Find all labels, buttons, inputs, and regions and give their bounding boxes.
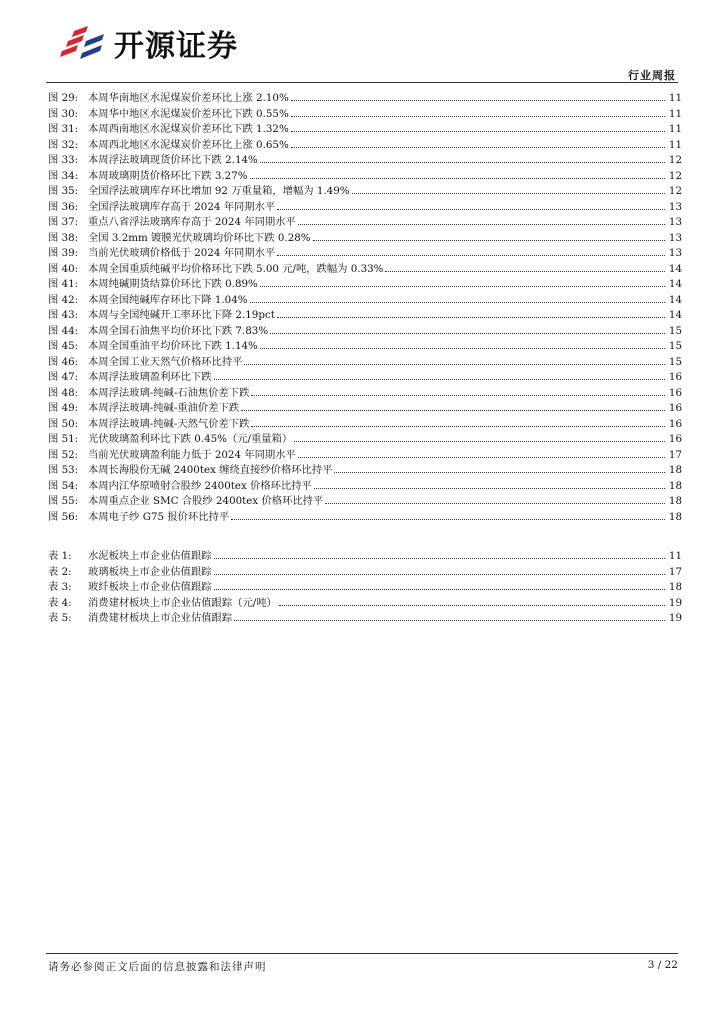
dot-leader — [214, 589, 665, 590]
figure-entry[interactable] — [48, 430, 682, 446]
table-entry-number: 表 5: — [48, 612, 72, 624]
figure-entry[interactable] — [48, 260, 682, 276]
table-entry-page: 19 — [668, 612, 682, 624]
figure-entry-page: 12 — [668, 154, 682, 166]
figure-entry-title[interactable]: 本周重点企业 SMC 合股纱 2400tex 价格环比持平 — [88, 495, 324, 507]
figure-entry-number: 图 50: — [48, 417, 79, 430]
dot-leader — [251, 395, 665, 396]
figure-entry-title[interactable]: 本周西北地区水泥煤炭价差环比上涨 0.65% — [88, 138, 289, 151]
figure-entry-title[interactable]: 本周电子纱 G75 报价环比持平 — [88, 510, 230, 523]
figure-entry[interactable] — [48, 399, 682, 415]
brand-logo — [58, 20, 238, 66]
table-entry-page: 17 — [668, 565, 682, 578]
table-entry[interactable] — [48, 563, 682, 579]
figure-entry[interactable] — [48, 415, 682, 431]
figure-entry[interactable] — [48, 384, 682, 400]
figure-entry-page: 11 — [668, 107, 682, 120]
figure-entry-title[interactable]: 本周浮法玻璃-纯碱-天然气价差下跌 — [88, 417, 250, 430]
dot-leader — [260, 286, 665, 287]
figure-entry-number: 图 48: — [48, 386, 79, 399]
figure-entry-page: 14 — [668, 293, 682, 306]
figure-entry-number: 图 52: — [48, 448, 79, 461]
table-entry[interactable] — [48, 578, 682, 594]
figure-entry-page: 13 — [668, 247, 682, 259]
brand-name: 开源证券 — [114, 29, 238, 64]
dot-leader — [214, 574, 665, 575]
figure-entry[interactable] — [48, 105, 682, 121]
table-entry-title[interactable]: 玻纤板块上市企业估值跟踪 — [88, 581, 212, 593]
figure-entry[interactable] — [48, 182, 682, 198]
figure-entry-number: 图 53: — [48, 464, 79, 476]
table-entry-title[interactable]: 消费建材板块上市企业估值跟踪（元/吨） — [88, 596, 277, 609]
figure-entry-title[interactable]: 本周全国重质纯碱平均价格环比下跌 5.00 元/吨，跌幅为 0.33% — [88, 262, 384, 275]
figure-entry-page: 13 — [668, 216, 682, 228]
table-entry-page: 11 — [668, 550, 682, 562]
figure-entry[interactable] — [48, 492, 682, 508]
figure-entry-title[interactable]: 本周纯碱期货结算价环比下跌 0.89% — [88, 278, 258, 290]
figure-entry[interactable] — [48, 508, 682, 524]
header-divider — [46, 82, 678, 83]
figure-entry[interactable] — [48, 213, 682, 229]
figure-entry-page: 16 — [668, 386, 682, 399]
figure-entry-page: 16 — [668, 417, 682, 430]
figure-entry[interactable] — [48, 306, 682, 322]
figure-entry-title[interactable]: 当前光伏玻璃盈利能力低于 2024 年同期水平 — [88, 448, 296, 461]
figure-entry-number: 图 31: — [48, 123, 79, 135]
dot-leader — [291, 100, 665, 101]
figure-entry-number: 图 34: — [48, 169, 79, 182]
figure-entry-title[interactable]: 本周全国重油平均价环比下跌 1.14% — [88, 340, 258, 352]
figure-entry-title[interactable]: 本周全国纯碱库存环比下降 1.04% — [88, 293, 248, 306]
figure-entry-title[interactable]: 本周内江华原喷射合股纱 2400tex 价格环比持平 — [88, 479, 312, 492]
table-entry-number: 表 1: — [48, 550, 72, 562]
dot-leader — [241, 410, 665, 411]
footer-divider — [46, 953, 678, 954]
dot-leader — [298, 457, 665, 458]
figure-entry[interactable] — [48, 198, 682, 214]
figure-entry-number: 图 35: — [48, 185, 79, 197]
figure-entry-page: 11 — [668, 123, 682, 135]
dot-leader — [352, 193, 665, 194]
figure-entry-title[interactable]: 全国 3.2mm 镀膜光伏玻璃均价环比下跌 0.28% — [88, 231, 311, 244]
dot-leader — [291, 131, 665, 132]
dot-leader — [270, 333, 665, 334]
figure-entry-page: 11 — [668, 92, 682, 104]
dot-leader — [260, 348, 665, 349]
figure-entry-page: 13 — [668, 231, 682, 244]
figure-entry-title[interactable]: 本周玻璃期货价格环比下跌 3.27% — [88, 169, 248, 182]
figure-entry-page: 15 — [668, 324, 682, 337]
figure-entry-page: 14 — [668, 278, 682, 290]
figure-entry[interactable] — [48, 151, 682, 167]
figure-entry[interactable] — [48, 446, 682, 462]
table-entry-number: 表 3: — [48, 581, 72, 593]
figure-entry-page: 18 — [668, 479, 682, 492]
figure-entry-number: 图 39: — [48, 247, 79, 259]
table-entry-page: 18 — [668, 581, 682, 593]
figure-entry-number: 图 30: — [48, 107, 79, 120]
figure-entry-number: 图 29: — [48, 92, 79, 104]
dot-leader — [279, 605, 665, 606]
figure-entry-page: 18 — [668, 495, 682, 507]
table-entry-number: 表 2: — [48, 565, 72, 578]
figure-entry-number: 图 38: — [48, 231, 79, 244]
figure-entry-title[interactable]: 全国浮法玻璃库存高于 2024 年同期水平 — [88, 200, 276, 213]
figure-entry-title[interactable]: 本周全国工业天然气价格环比持平 — [88, 355, 243, 368]
table-entry[interactable] — [48, 609, 682, 625]
dot-leader — [385, 271, 665, 272]
dot-leader — [294, 441, 665, 442]
figure-entry-number: 图 51: — [48, 433, 79, 445]
figure-entry-page: 12 — [668, 185, 682, 197]
figure-entry-page: 16 — [668, 371, 682, 383]
figure-entry-number: 图 45: — [48, 340, 79, 352]
dot-leader — [250, 178, 665, 179]
dot-leader — [313, 240, 665, 241]
dot-leader — [214, 379, 665, 380]
dot-leader — [277, 209, 665, 210]
dot-leader — [231, 519, 665, 520]
dot-leader — [214, 558, 665, 559]
dot-leader — [260, 162, 665, 163]
dot-leader — [251, 426, 665, 427]
figure-entry-number: 图 46: — [48, 355, 79, 368]
figure-entry-title[interactable]: 本周长海股份无碱 2400tex 缠绕直接纱价格环比持平 — [88, 464, 333, 476]
figure-entry-title[interactable]: 本周西南地区水泥煤炭价差环比下跌 1.32% — [88, 123, 289, 135]
figure-entry[interactable] — [48, 353, 682, 369]
figure-entry[interactable] — [48, 477, 682, 493]
figure-entry-number: 图 55: — [48, 495, 79, 507]
figure-entry-page: 11 — [668, 138, 682, 151]
table-entry-title[interactable]: 玻璃板块上市企业估值跟踪 — [88, 565, 212, 578]
table-list — [48, 547, 682, 625]
figure-entry-title[interactable]: 重点八省浮法玻璃库存高于 2024 年同期水平 — [88, 216, 296, 228]
table-entry-page: 19 — [668, 596, 682, 609]
figure-entry-number: 图 32: — [48, 138, 79, 151]
figure-entry-page: 17 — [668, 448, 682, 461]
figure-entry[interactable] — [48, 244, 682, 260]
dot-leader — [234, 620, 665, 621]
figure-list — [48, 89, 682, 523]
dot-leader — [298, 224, 665, 225]
figure-entry-number: 图 41: — [48, 278, 79, 290]
figure-entry-number: 图 37: — [48, 216, 79, 228]
figure-entry-page: 15 — [668, 355, 682, 368]
table-entry[interactable] — [48, 547, 682, 563]
report-type: 行业周报 — [628, 69, 676, 82]
figure-entry[interactable] — [48, 120, 682, 136]
figure-entry[interactable] — [48, 136, 682, 152]
figure-entry-page: 15 — [668, 340, 682, 352]
dot-leader — [334, 472, 665, 473]
figure-entry-title[interactable]: 本周浮法玻璃盈利环比下跌 — [88, 371, 212, 383]
figure-entry-number: 图 44: — [48, 324, 79, 337]
figure-entry-number: 图 43: — [48, 309, 79, 321]
figure-entry-title[interactable]: 本周浮法玻璃-纯碱-石油焦价差下跌 — [88, 386, 250, 399]
figure-entry-title[interactable]: 当前光伏玻璃价格低于 2024 年同期水平 — [88, 247, 276, 259]
figure-entry-page: 16 — [668, 433, 682, 445]
figure-entry-number: 图 49: — [48, 402, 79, 414]
dot-leader — [291, 116, 665, 117]
figure-entry-page: 12 — [668, 169, 682, 182]
dot-leader — [250, 302, 665, 303]
dot-leader — [291, 147, 665, 148]
figure-entry[interactable] — [48, 337, 682, 353]
table-entry[interactable] — [48, 594, 682, 610]
dot-leader — [244, 364, 665, 365]
figure-entry-number: 图 47: — [48, 371, 79, 383]
table-entry-number: 表 4: — [48, 596, 72, 609]
table-entry-title[interactable]: 水泥板块上市企业估值跟踪 — [88, 550, 212, 562]
figure-entry-number: 图 33: — [48, 154, 79, 166]
figure-entry-page: 16 — [668, 402, 682, 414]
figure-entry-title[interactable]: 全国浮法玻璃库存环比增加 92 万重量箱，增幅为 1.49% — [88, 185, 350, 197]
figure-entry-number: 图 40: — [48, 262, 79, 275]
table-entry-title[interactable]: 消费建材板块上市企业估值跟踪 — [88, 612, 233, 624]
figure-entry[interactable] — [48, 167, 682, 183]
figure-entry[interactable] — [48, 291, 682, 307]
figure-entry[interactable] — [48, 275, 682, 291]
figure-entry-title[interactable]: 本周华中地区水泥煤炭价差环比下跌 0.55% — [88, 107, 289, 120]
figure-entry[interactable] — [48, 322, 682, 338]
figure-entry-number: 图 42: — [48, 293, 79, 306]
figure-entry[interactable] — [48, 368, 682, 384]
dot-leader — [314, 488, 665, 489]
figure-entry-number: 图 56: — [48, 510, 79, 523]
figure-entry-title[interactable]: 本周华南地区水泥煤炭价差环比上涨 2.10% — [88, 92, 289, 104]
figure-entry-number: 图 54: — [48, 479, 79, 492]
figure-entry[interactable] — [48, 461, 682, 477]
dot-leader — [277, 317, 665, 318]
figure-entry-page: 14 — [668, 262, 682, 275]
dot-leader — [325, 503, 665, 504]
figure-entry-page: 13 — [668, 200, 682, 213]
page-number: 3 / 22 — [647, 959, 678, 971]
figure-entry-page: 14 — [668, 309, 682, 321]
figure-entry-title[interactable]: 本周浮法玻璃现货价环比下跌 2.14% — [88, 154, 258, 166]
figure-entry-page: 18 — [668, 510, 682, 523]
dot-leader — [277, 255, 665, 256]
figure-entry-title[interactable]: 本周与全国纯碱开工率环比下降 2.19pct — [88, 309, 275, 321]
footer-disclaimer: 请务必参阅正文后面的信息披露和法律声明 — [48, 961, 267, 973]
figure-entry-page: 18 — [668, 464, 682, 476]
brand-mark-icon — [58, 21, 108, 65]
figure-entry-title[interactable]: 本周全国石油焦平均价环比下跌 7.83% — [88, 324, 269, 337]
figure-entry[interactable] — [48, 229, 682, 245]
figure-entry-title[interactable]: 光伏玻璃盈利环比下跌 0.45%（元/重量箱） — [88, 433, 293, 445]
figure-entry[interactable] — [48, 89, 682, 105]
figure-entry-number: 图 36: — [48, 200, 79, 213]
figure-entry-title[interactable]: 本周浮法玻璃-纯碱-重油价差下跌 — [88, 402, 240, 414]
